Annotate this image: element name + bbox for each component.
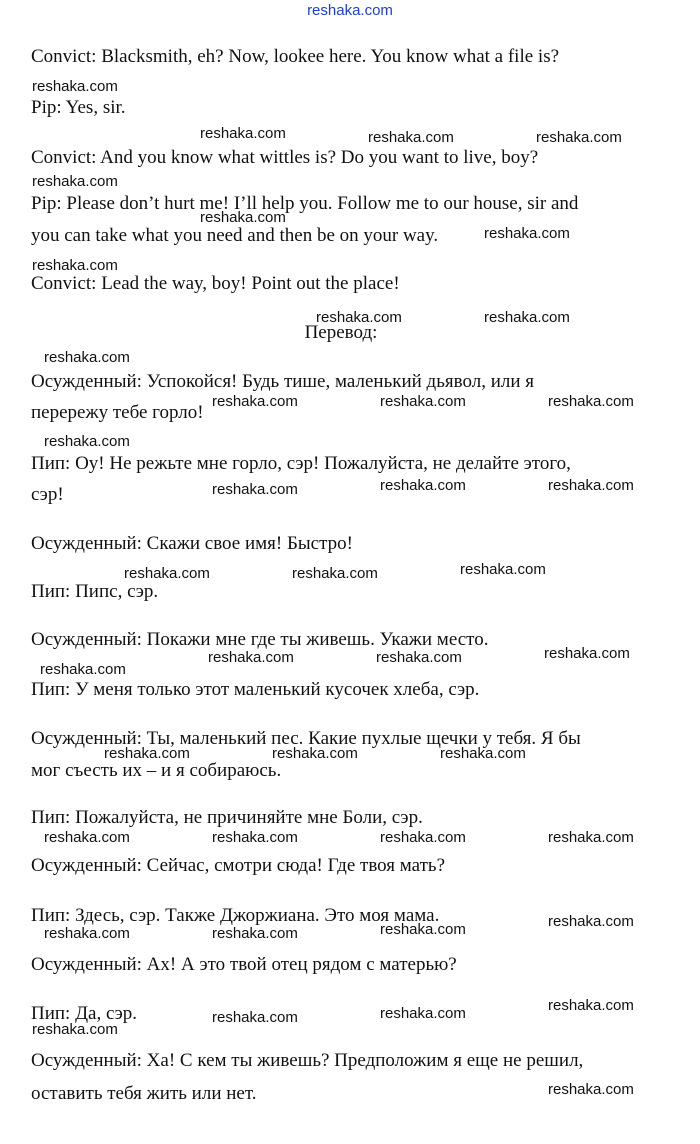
- text-line: сэр!: [31, 484, 64, 505]
- watermark: reshaka.com: [44, 829, 130, 846]
- text-line: оставить тебя жить или нет.: [31, 1083, 257, 1104]
- text-line: Convict: Lead the way, boy! Point out the place!: [31, 273, 400, 294]
- watermark: reshaka.com: [548, 997, 634, 1014]
- text-line: Осужденный: Ты, маленький пес. Какие пухлые щечки у тебя. Я бы: [31, 728, 581, 749]
- watermark: reshaka.com: [32, 257, 118, 274]
- text-line: Convict: Blacksmith, eh? Now, lookee here. You know what a file is?: [31, 46, 560, 67]
- text-line: Осужденный: Покажи мне где ты живешь. Укажи место.: [31, 629, 489, 650]
- watermark: reshaka.com: [44, 433, 130, 450]
- watermark: reshaka.com: [200, 209, 286, 226]
- watermark: reshaka.com: [548, 1081, 634, 1098]
- watermark: reshaka.com: [368, 129, 454, 146]
- text-line: Пип: Пипс, сэр.: [31, 581, 159, 602]
- watermark: reshaka.com: [380, 921, 466, 938]
- watermark: reshaka.com: [380, 1005, 466, 1022]
- watermark: reshaka.com: [380, 393, 466, 410]
- watermark: reshaka.com: [484, 309, 570, 326]
- watermark: reshaka.com: [380, 477, 466, 494]
- watermark: reshaka.com: [212, 1009, 298, 1026]
- text-line: мог съесть их – и я собираюсь.: [31, 760, 282, 781]
- watermark: reshaka.com: [292, 565, 378, 582]
- watermark: reshaka.com: [548, 393, 634, 410]
- text-line: Пип: Здесь, сэр. Также Джоржиана. Это моя мама.: [31, 905, 440, 926]
- watermark: reshaka.com: [32, 173, 118, 190]
- text-line: Осужденный: Скажи свое имя! Быстро!: [31, 533, 353, 554]
- text-line: Пип: Да, сэр.: [31, 1003, 138, 1024]
- text-line: Осужденный: Ха! С кем ты живешь? Предположим я еще не решил,: [31, 1050, 584, 1071]
- site-header-link[interactable]: reshaka.com: [307, 2, 393, 19]
- watermark: reshaka.com: [212, 393, 298, 410]
- watermark: reshaka.com: [32, 78, 118, 95]
- text-line: Пип: У меня только этот маленький кусочек хлеба, сэр.: [31, 679, 480, 700]
- watermark: reshaka.com: [44, 349, 130, 366]
- watermark: reshaka.com: [32, 1021, 118, 1038]
- watermark: reshaka.com: [212, 481, 298, 498]
- text-line: Convict: And you know what wittles is? Do you want to live, boy?: [31, 147, 539, 168]
- watermark: reshaka.com: [104, 745, 190, 762]
- text-line: Осужденный: Ах! А это твой отец рядом с матерью?: [31, 954, 457, 975]
- watermark: reshaka.com: [548, 477, 634, 494]
- watermark: reshaka.com: [212, 829, 298, 846]
- text-line: Пип: Пожалуйста, не причиняйте мне Боли, сэр.: [31, 807, 423, 828]
- watermark: reshaka.com: [272, 745, 358, 762]
- watermark: reshaka.com: [548, 913, 634, 930]
- text-line: Pip: Yes, sir.: [31, 97, 126, 118]
- watermark: reshaka.com: [484, 225, 570, 242]
- watermark: reshaka.com: [44, 925, 130, 942]
- watermark: reshaka.com: [460, 561, 546, 578]
- watermark: reshaka.com: [380, 829, 466, 846]
- watermark: reshaka.com: [208, 649, 294, 666]
- watermark: reshaka.com: [544, 645, 630, 662]
- text-line: you can take what you need and then be on your way.: [31, 225, 439, 246]
- text-line: Осужденный: Успокойся! Будь тише, маленький дьявол, или я: [31, 371, 534, 392]
- watermark: reshaka.com: [376, 649, 462, 666]
- watermark: reshaka.com: [212, 925, 298, 942]
- translation-heading: Перевод:: [304, 322, 378, 343]
- text-line: Осужденный: Сейчас, смотри сюда! Где твоя мать?: [31, 855, 446, 876]
- watermark: reshaka.com: [548, 829, 634, 846]
- text-line: Пип: Оу! Не режьте мне горло, сэр! Пожалуйста, не делайте этого,: [31, 453, 571, 474]
- watermark: reshaka.com: [124, 565, 210, 582]
- watermark: reshaka.com: [40, 661, 126, 678]
- watermark: reshaka.com: [200, 125, 286, 142]
- watermark: reshaka.com: [536, 129, 622, 146]
- watermark: reshaka.com: [316, 309, 402, 326]
- text-line: перережу тебе горло!: [31, 402, 204, 423]
- text-line: Pip: Please don’t hurt me! I’ll help you. Follow me to our house, sir and: [31, 193, 579, 214]
- watermark: reshaka.com: [440, 745, 526, 762]
